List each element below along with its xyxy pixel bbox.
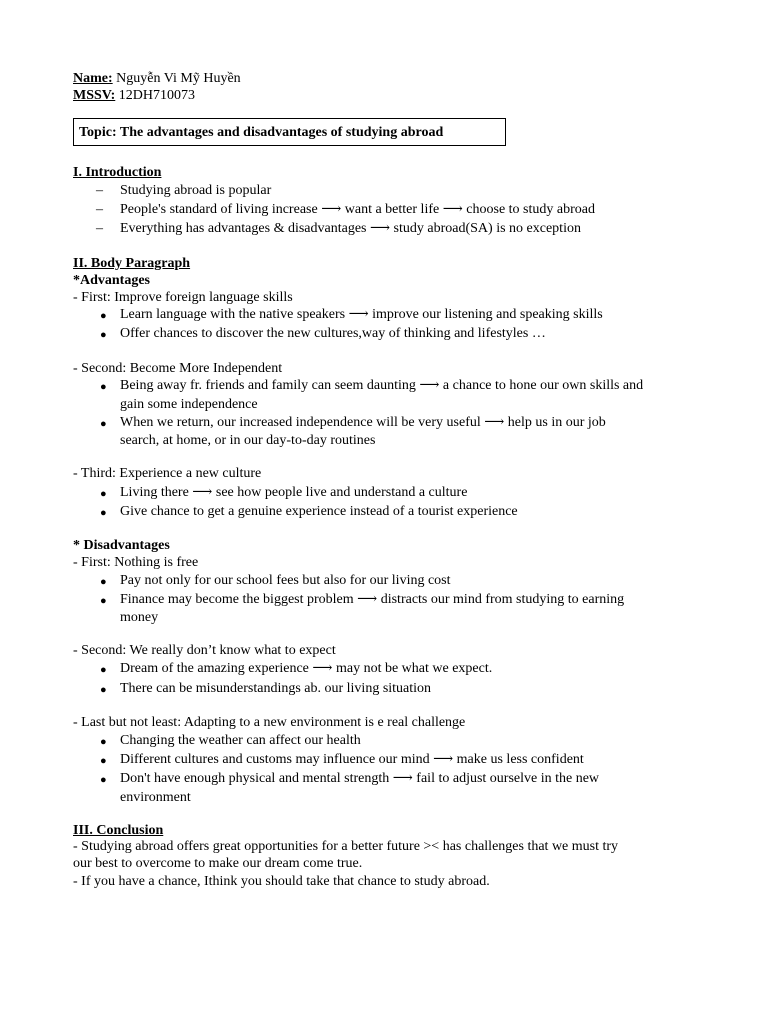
intro-item: Studying abroad is popular <box>120 183 272 198</box>
mssv-label: MSSV: <box>73 88 116 103</box>
dis-item-cont: money <box>120 610 159 625</box>
bullet-marker: ● <box>100 774 107 786</box>
dis-item-cont: environment <box>120 790 191 805</box>
adv-item: Being away fr. friends and family can seem daunting ⟶ a chance to hone our own skills and <box>120 378 644 393</box>
intro-heading: I. Introduction <box>73 165 162 180</box>
dis-item: Dream of the amazing experience ⟶ may not be what we expect. <box>120 661 493 676</box>
mssv-value: 12DH710073 <box>118 88 196 103</box>
adv-item: Offer chances to discover the new cultures,way of thinking and lifestyles … <box>120 326 546 341</box>
dis-item: Changing the weather can affect our health <box>120 733 361 748</box>
intro-item: Everything has advantages & disadvantages ⟶ study abroad(SA) is no exception <box>120 221 581 236</box>
conclusion-heading: III. Conclusion <box>73 823 164 838</box>
name-label: Name: <box>73 71 113 86</box>
dash-marker: – <box>96 183 103 198</box>
dis-item: Different cultures and customs may influence our mind ⟶ make us less confident <box>120 752 584 767</box>
adv-item: Give chance to get a genuine experience instead of a tourist experience <box>120 504 518 519</box>
bullet-marker: ● <box>100 595 107 607</box>
conclusion-line: - If you have a chance, Ithink you should take that chance to study abroad. <box>73 874 490 889</box>
dis-second-point: - Second: We really don’t know what to expect <box>73 643 336 658</box>
bullet-marker: ● <box>100 507 107 519</box>
dis-last-point: - Last but not least: Adapting to a new environment is e real challenge <box>73 715 466 730</box>
conclusion-line: our best to overcome to make our dream come true. <box>73 856 363 871</box>
dis-first-point: - First: Nothing is free <box>73 555 199 570</box>
dash-marker: – <box>96 221 103 236</box>
dis-item: Finance may become the biggest problem ⟶ distracts our mind from studying to earning <box>120 592 625 607</box>
bullet-marker: ● <box>100 664 107 676</box>
conclusion-line: - Studying abroad offers great opportunities for a better future >< has challenges that we must try <box>73 839 619 854</box>
bullet-marker: ● <box>100 310 107 322</box>
advantages-heading: *Advantages <box>73 273 151 288</box>
bullet-marker: ● <box>100 418 107 430</box>
adv-item-cont: search, at home, or in our day-to-day routines <box>120 433 376 448</box>
adv-second-point: - Second: Become More Independent <box>73 361 283 376</box>
dis-item: Pay not only for our school fees but also for our living cost <box>120 573 451 588</box>
bullet-marker: ● <box>100 488 107 500</box>
mssv-line <box>73 87 195 105</box>
bullet-marker: ● <box>100 576 107 588</box>
adv-item-cont: gain some independence <box>120 397 258 412</box>
topic-title: Topic: The advantages and disadvantages of studying abroad <box>79 125 444 140</box>
name-value: Nguyễn Vi Mỹ Huyền <box>116 71 241 86</box>
adv-item: Living there ⟶ see how people live and understand a culture <box>120 485 468 500</box>
bullet-marker: ● <box>100 736 107 748</box>
bullet-marker: ● <box>100 329 107 341</box>
adv-first-point: - First: Improve foreign language skills <box>73 290 293 305</box>
intro-item: People's standard of living increase ⟶ want a better life ⟶ choose to study abroad <box>120 202 595 217</box>
dash-marker: – <box>96 202 103 217</box>
bullet-marker: ● <box>100 684 107 696</box>
adv-item: When we return, our increased independence will be very useful ⟶ help us in our job <box>120 415 606 430</box>
dis-item: There can be misunderstandings ab. our living situation <box>120 681 432 696</box>
body-heading: II. Body Paragraph <box>73 256 191 271</box>
adv-item: Learn language with the native speakers ⟶ improve our listening and speaking skills <box>120 307 603 322</box>
bullet-marker: ● <box>100 381 107 393</box>
name-line <box>73 70 241 88</box>
bullet-marker: ● <box>100 755 107 767</box>
disadvantages-heading: * Disadvantages <box>73 538 170 553</box>
adv-third-point: - Third: Experience a new culture <box>73 466 262 481</box>
dis-item: Don't have enough physical and mental strength ⟶ fail to adjust ourselve in the new <box>120 771 600 786</box>
